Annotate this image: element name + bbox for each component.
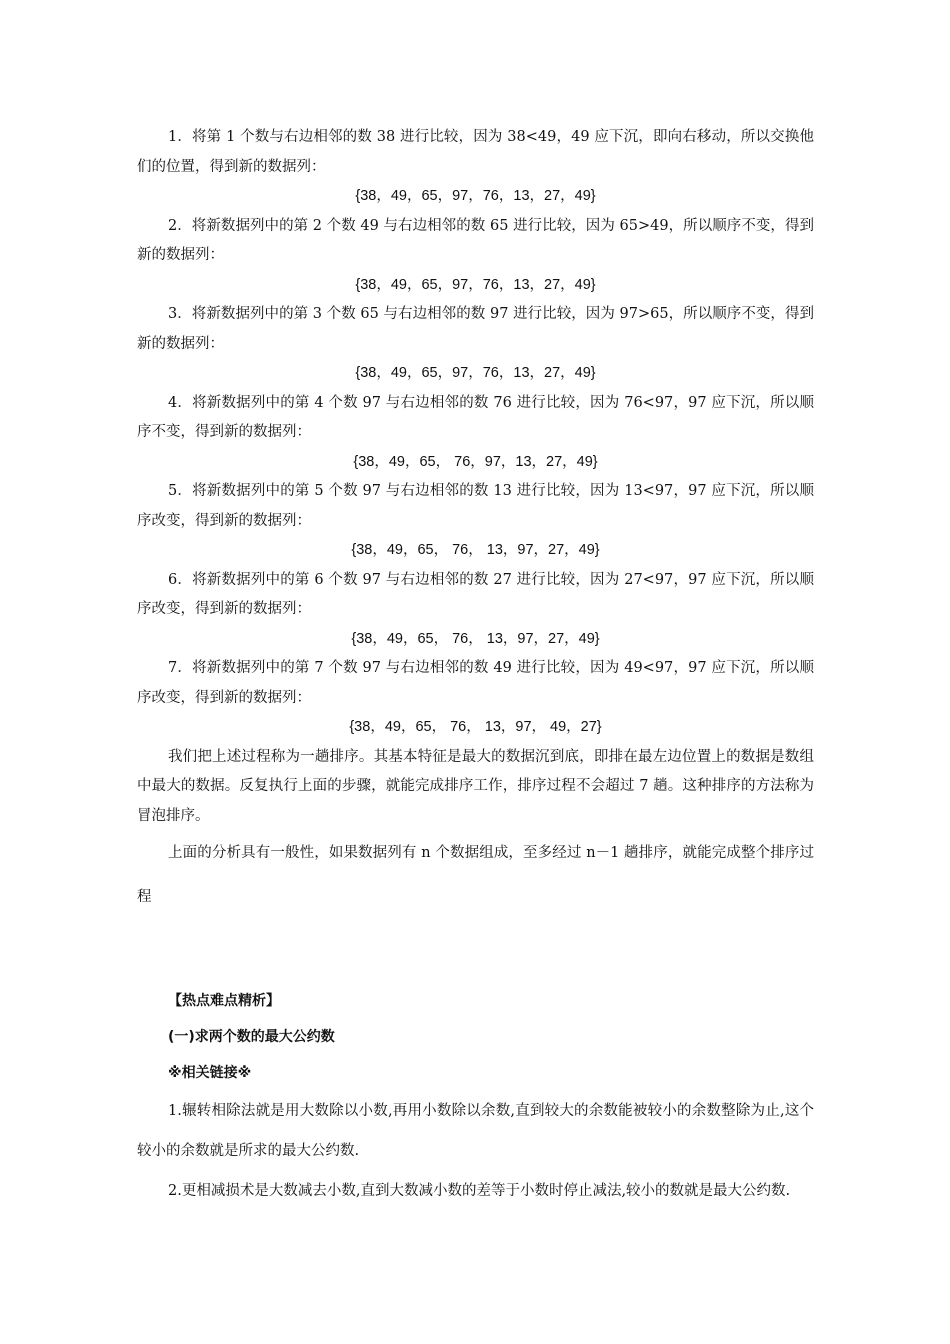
step-4-sequence: {38，49，65， 76，97，13，27，49} bbox=[353, 453, 598, 470]
step-5-sequence: {38，49，65， 76， 13，97，27，49} bbox=[351, 542, 600, 558]
step-1-sequence: {38，49，65，97，76，13，27，49} bbox=[355, 188, 596, 204]
step-3-text: 3．将新数据列中的第 3 个数 65 与右边相邻的数 97 进行比较，因为 97>65，所以顺序不变，得到新的数据列： bbox=[137, 306, 814, 352]
related-links-title: ※相关链接※ bbox=[168, 1065, 252, 1081]
summary-paragraph-2: 上面的分析具有一般性，如果数据列有 n 个数据组成，至多经过 n－1 趟排序，就能完成整个排序过程 bbox=[137, 845, 814, 905]
step-2-sequence: {38，49，65，97，76，13，27，49} bbox=[355, 276, 596, 293]
link-item-1: 1.辗转相除法就是用大数除以小数,再用小数除以余数,直到较大的余数能被较小的余数整除为止,这个较小的余数就是所求的最大公约数. bbox=[137, 1103, 814, 1159]
step-7-sequence: {38，49，65， 76， 13，97， 49，27} bbox=[349, 719, 602, 735]
step-6-text: 6．将新数据列中的第 6 个数 97 与右边相邻的数 27 进行比较，因为 27<97，97 应下沉，所以顺序改变，得到新的数据列： bbox=[137, 571, 814, 617]
section-spacer bbox=[137, 919, 814, 983]
summary-paragraph-1: 我们把上述过程称为一趟排序。其基本特征是最大的数据沉到底，即排在最左边位置上的数据是数组中最大的数据。反复执行上面的步骤，就能完成排序工作，排序过程不会超过 7 趟。这种排序的方法称为冒泡排序。 bbox=[137, 748, 814, 824]
step-4-text: 4．将新数据列中的第 4 个数 97 与右边相邻的数 76 进行比较，因为 76<97，97 应下沉，所以顺序不变，得到新的数据列： bbox=[137, 394, 814, 440]
step-7-text: 7．将新数据列中的第 7 个数 97 与右边相邻的数 49 进行比较，因为 49<97，97 应下沉，所以顺序改变，得到新的数据列： bbox=[137, 660, 814, 706]
step-5-text: 5．将新数据列中的第 5 个数 97 与右边相邻的数 13 进行比较，因为 13<97，97 应下沉，所以顺序改变，得到新的数据列： bbox=[137, 483, 814, 529]
step-2-text: 2．将新数据列中的第 2 个数 49 与右边相邻的数 65 进行比较，因为 65>49，所以顺序不变，得到新的数据列： bbox=[137, 217, 814, 263]
subsection-title: (一)求两个数的最大公约数 bbox=[168, 1029, 335, 1045]
step-3-sequence: {38，49，65，97，76，13，27，49} bbox=[355, 365, 596, 381]
step-1-text: 1．将第 1 个数与右边相邻的数 38 进行比较，因为 38<49，49 应下沉，即向右移动，所以交换他们的位置，得到新的数据列： bbox=[137, 129, 814, 175]
page-content bbox=[137, 123, 814, 1211]
section-title: 【热点难点精析】 bbox=[168, 993, 280, 1009]
link-item-2: 2.更相减损术是大数减去小数,直到大数减小数的差等于小数时停止减法,较小的数就是最大公约数. bbox=[168, 1183, 791, 1199]
step-6-sequence: {38，49，65， 76， 13，97，27，49} bbox=[351, 630, 600, 647]
